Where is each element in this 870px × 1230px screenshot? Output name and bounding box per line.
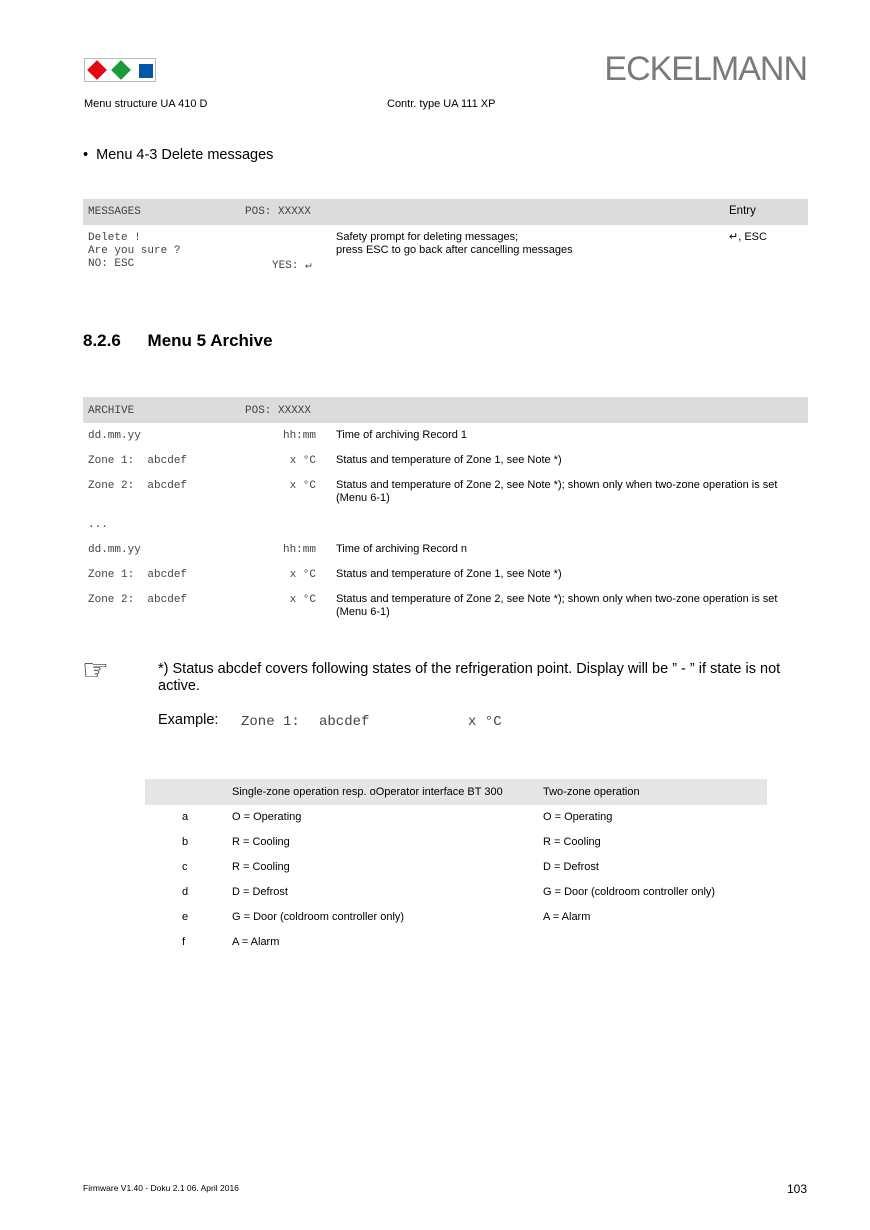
bullet: • xyxy=(83,147,89,163)
archive-row-1-right: hh:mm xyxy=(282,430,316,442)
brand-name: ECKELMANN xyxy=(604,50,807,88)
archive-row-2-right: x °C xyxy=(289,455,316,467)
messages-description-line-1: Safety prompt for deleting messages; xyxy=(336,231,519,243)
archive-row-7-left: Zone 2: abcdef xyxy=(88,594,188,606)
messages-entry-keys: ↵, ESC xyxy=(729,231,767,243)
states-row-b-key: b xyxy=(182,836,189,848)
states-row-b-single: R = Cooling xyxy=(232,836,290,848)
controller-type-label: Contr. type UA 111 XP xyxy=(387,98,496,110)
logo-red-diamond xyxy=(87,60,107,80)
archive-row-2-desc: Status and temperature of Zone 1, see Note *) xyxy=(336,454,562,466)
section-number: 8.2.6 xyxy=(83,331,121,350)
entry-column-header: Entry xyxy=(729,205,756,217)
states-header-two-zone: Two-zone operation xyxy=(543,786,640,798)
states-row-e-key: e xyxy=(182,911,189,923)
states-row-f-single: A = Alarm xyxy=(232,936,280,948)
states-row-d-key: d xyxy=(182,886,189,898)
archive-row-5-right: hh:mm xyxy=(282,544,316,556)
example-temp: x °C xyxy=(468,714,502,730)
archive-row-2-left: Zone 1: abcdef xyxy=(88,455,188,467)
screen-line-3: NO: ESC xyxy=(88,258,135,270)
archive-table-header xyxy=(83,397,808,423)
menu-4-3-title xyxy=(83,147,273,163)
states-row-a-key: a xyxy=(182,811,189,823)
note-text: *) Status abcdef covers following states of the refrigeration point. Display will be ” - ” if state is not active. xyxy=(158,661,781,694)
archive-header-label: ARCHIVE xyxy=(88,405,135,417)
messages-header-label: MESSAGES xyxy=(88,206,141,218)
states-row-f-key: f xyxy=(182,936,186,948)
archive-row-1-left: dd.mm.yy xyxy=(88,430,141,442)
footer-firmware-info: Firmware V1.40 - Doku 2.1 06. April 2016 xyxy=(83,1183,239,1193)
menu-4-3-title-text: Menu 4-3 Delete messages xyxy=(96,147,274,163)
archive-header-pos: POS: XXXXX xyxy=(245,405,312,417)
states-row-c-key: c xyxy=(182,861,188,873)
archive-row-7-right: x °C xyxy=(289,594,316,606)
archive-row-ellipsis: ... xyxy=(88,519,108,531)
archive-row-5-desc: Time of archiving Record n xyxy=(336,543,468,555)
states-row-e-single: G = Door (coldroom controller only) xyxy=(232,911,405,923)
company-logo xyxy=(84,58,156,82)
screen-line-1: Delete ! xyxy=(88,232,141,244)
menu-structure-label: Menu structure UA 410 D xyxy=(84,98,208,110)
pointing-hand-icon: ☞ xyxy=(82,654,109,687)
states-header-single-zone: Single-zone operation resp. oOperator interface BT 300 xyxy=(232,786,503,798)
messages-header-pos: POS: XXXXX xyxy=(245,206,312,218)
archive-row-6-desc: Status and temperature of Zone 1, see Note *) xyxy=(336,568,562,580)
page-number: 103 xyxy=(786,1182,807,1196)
states-row-c-single: R = Cooling xyxy=(232,861,290,873)
archive-row-5-left: dd.mm.yy xyxy=(88,544,141,556)
states-row-d-two: G = Door (coldroom controller only) xyxy=(543,886,716,898)
screen-yes-option: YES: ↵ xyxy=(272,260,312,272)
section-heading xyxy=(83,331,273,351)
archive-row-7-desc: Status and temperature of Zone 2, see Note *); shown only when two-zone operation is set (Menu 6-1) xyxy=(336,593,778,618)
states-row-b-two: R = Cooling xyxy=(543,836,601,848)
archive-row-3-right: x °C xyxy=(289,480,316,492)
states-row-a-single: O = Operating xyxy=(232,811,302,823)
example-value: abcdef xyxy=(319,714,370,730)
messages-description-line-2: press ESC to go back after cancelling messages xyxy=(336,244,573,256)
screen-line-2: Are you sure ? xyxy=(88,245,181,257)
example-label: Example: xyxy=(158,712,219,728)
archive-row-3-desc: Status and temperature of Zone 2, see Note *); shown only when two-zone operation is set (Menu 6-1) xyxy=(336,479,778,504)
archive-row-6-right: x °C xyxy=(289,569,316,581)
states-row-a-two: O = Operating xyxy=(543,811,613,823)
example-zone: Zone 1: xyxy=(241,714,300,730)
logo-blue-square xyxy=(139,64,153,78)
states-row-e-two: A = Alarm xyxy=(543,911,591,923)
archive-row-1-desc: Time of archiving Record 1 xyxy=(336,429,468,441)
archive-row-3-left: Zone 2: abcdef xyxy=(88,480,188,492)
archive-row-6-left: Zone 1: abcdef xyxy=(88,569,188,581)
section-title: Menu 5 Archive xyxy=(147,331,273,350)
states-row-c-two: D = Defrost xyxy=(543,861,599,873)
logo-green-diamond xyxy=(111,60,131,80)
states-row-d-single: D = Defrost xyxy=(232,886,288,898)
messages-table-header xyxy=(83,199,808,225)
